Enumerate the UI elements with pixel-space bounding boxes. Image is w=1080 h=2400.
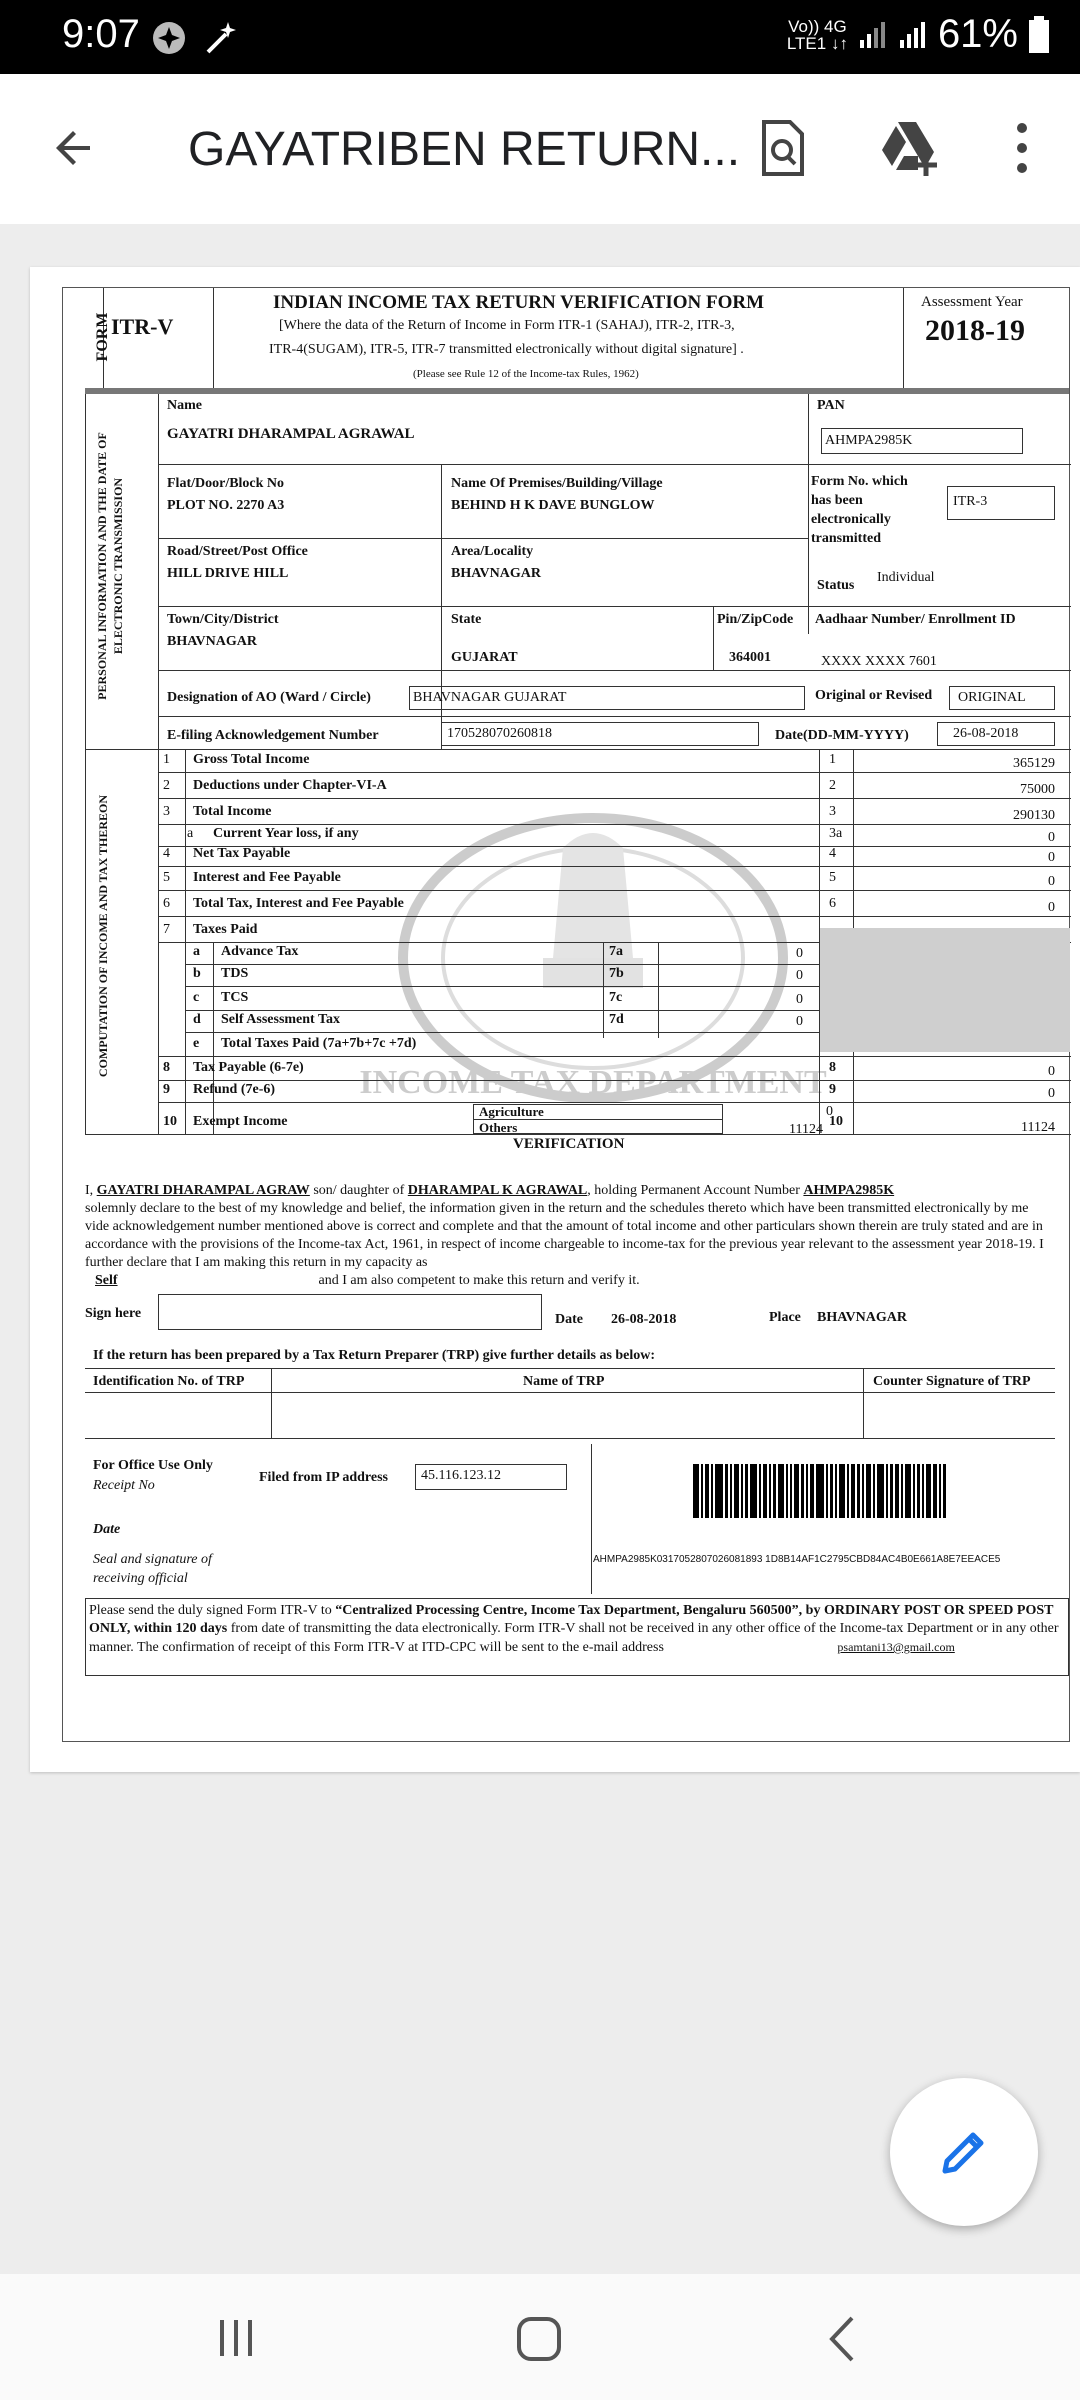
row-value: 11124 [1021, 1120, 1055, 1135]
ao-value: BHAVNAGAR GUJARAT [413, 690, 567, 705]
more-vert-icon[interactable] [1010, 118, 1034, 178]
row-ref: 4 [829, 846, 836, 861]
row-ref: 10 [829, 1114, 843, 1129]
edit-pencil-icon [937, 2125, 991, 2179]
app-notification-icon [150, 19, 188, 57]
form-title: INDIAN INCOME TAX RETURN VERIFICATION FORM [273, 292, 765, 313]
town-label: Town/City/District [167, 612, 279, 627]
row-label: Net Tax Payable [193, 846, 291, 861]
form-subtitle-3: (Please see Rule 12 of the Income-tax Rules, 1962) [413, 368, 639, 380]
watermark-text: INCOME TAX DEPARTMENT [359, 1064, 827, 1101]
row-ref: 6 [829, 896, 836, 911]
form-no-value: ITR-3 [953, 494, 988, 509]
row-value: 0 [1048, 1064, 1055, 1079]
row-number: 9 [163, 1082, 170, 1097]
sign-date: 26-08-2018 [611, 1312, 677, 1327]
tax-row-number: b [193, 966, 201, 981]
edit-button[interactable] [890, 2078, 1038, 2226]
row-label: Total Tax, Interest and Fee Payable [193, 896, 404, 911]
agri-value: 0 [826, 1104, 833, 1119]
flat-label: Flat/Door/Block No [167, 476, 285, 491]
verification-title: VERIFICATION [513, 1136, 625, 1152]
row-label: Refund (7e-6) [193, 1082, 276, 1097]
row-value: 365129 [1013, 756, 1055, 771]
barcode-text: AHMPA2985K0317052807026081893 1D8B14AF1C2795CBD84AC4B0E661A8E7EEACE5 [593, 1554, 1001, 1565]
row-ref: 5 [829, 870, 836, 885]
aadhaar-label: Aadhaar Number/ Enrollment ID [815, 612, 1016, 627]
orig-label: Original or Revised [815, 688, 933, 703]
road-label: Road/Street/Post Office [167, 544, 308, 559]
row-ref: 1 [829, 752, 836, 767]
ack-value: 170528070260818 [447, 726, 552, 741]
others-label: Others [479, 1120, 518, 1135]
back-arrow-icon[interactable] [50, 124, 98, 172]
recents-icon[interactable] [214, 2316, 258, 2360]
barcode [693, 1464, 948, 1518]
town-value: BHAVNAGAR [167, 634, 257, 649]
row-ref: 2 [829, 778, 836, 793]
form-subtitle-2: ITR-4(SUGAM), ITR-5, ITR-7 transmitted electronically without digital signature] . [269, 342, 744, 357]
tax-row-ref: 7b [609, 966, 624, 981]
receipt-label: Receipt No [93, 1478, 155, 1493]
tax-row-number: d [193, 1012, 201, 1027]
pdf-page [30, 267, 1080, 1772]
side-label-computation: COMPUTATION OF INCOME AND TAX THEREON [96, 794, 110, 1078]
battery-icon [1028, 16, 1050, 54]
row-value: 75000 [1020, 782, 1055, 797]
row-label: Interest and Fee Payable [193, 870, 341, 885]
area-label: Area/Locality [451, 544, 534, 559]
form-no-label: Form No. which has been electronically transmitted [811, 474, 908, 546]
tax-row-value: 0 [796, 992, 803, 1007]
state-label: State [451, 612, 482, 627]
form-subtitle-1: [Where the data of the Return of Income in Form ITR-1 (SAHAJ), ITR-2, ITR-3, [279, 318, 735, 333]
row-ref: 3 [829, 804, 836, 819]
tax-row-value: 0 [796, 1014, 803, 1029]
row-label: Gross Total Income [193, 752, 310, 767]
sign-date-label: Date [555, 1312, 583, 1327]
ao-label: Designation of AO (Ward / Circle) [167, 690, 371, 705]
row-label: Deductions under Chapter-VI-A [193, 778, 387, 793]
row-number: 8 [163, 1060, 170, 1075]
name-label: Name [167, 398, 202, 413]
date-value: 26-08-2018 [953, 726, 1019, 741]
agri-label: Agriculture [479, 1104, 544, 1119]
pan-label: PAN [817, 398, 845, 413]
form-name: ITR-V [111, 314, 174, 339]
row-ref: 3a [829, 826, 843, 841]
document-search-icon[interactable] [758, 118, 808, 178]
tax-row-ref: 7a [609, 944, 623, 959]
signal-icon-1 [858, 20, 888, 50]
flat-value: PLOT NO. 2270 A3 [167, 498, 285, 513]
row-number: 10 [163, 1114, 177, 1129]
office-date-label: Date [93, 1522, 121, 1537]
magic-wand-icon [200, 18, 240, 58]
tax-row-label: TCS [221, 990, 249, 1005]
row-label: Tax Payable (6-7e) [193, 1060, 304, 1075]
row-label: Exempt Income [193, 1114, 288, 1129]
orig-value: ORIGINAL [958, 690, 1026, 705]
tax-row-label: Advance Tax [221, 944, 299, 959]
ip-value: 45.116.123.12 [421, 1468, 501, 1483]
status-bar [0, 0, 1080, 74]
row-number: 5 [163, 870, 170, 885]
premises-value: BEHIND H K DAVE BUNGLOW [451, 498, 655, 513]
row-value: 290130 [1013, 808, 1055, 823]
itr-v-form [62, 287, 1070, 1742]
row-ref: 8 [829, 1060, 836, 1075]
pin-value: 364001 [729, 650, 771, 665]
row-label: Total Income [193, 804, 272, 819]
name-value: GAYATRI DHARAMPAL AGRAWAL [167, 426, 415, 442]
add-to-drive-icon[interactable] [878, 118, 942, 178]
row-number: 4 [163, 846, 170, 861]
place-value: BHAVNAGAR [817, 1310, 907, 1325]
nav-back-icon[interactable] [822, 2314, 862, 2364]
tax-row-value: 0 [796, 968, 803, 983]
trp-name-label: Name of TRP [523, 1374, 605, 1389]
trp-heading: If the return has been prepared by a Tax Return Preparer (TRP) give further details as below: [93, 1348, 656, 1363]
signal-icon-2 [898, 20, 928, 50]
row-value: 0 [1048, 830, 1055, 845]
home-icon[interactable] [514, 2314, 564, 2364]
tax-row-ref: 7d [609, 1012, 624, 1027]
row-label: Taxes Paid [193, 922, 258, 937]
app-bar [0, 74, 1080, 224]
tax-row-label: TDS [221, 966, 249, 981]
row-ref: 9 [829, 1082, 836, 1097]
side-label-personal: PERSONAL INFORMATION AND THE DATE OF ELECTRONIC TRANSMISSION [95, 432, 125, 700]
row-value: 0 [1048, 850, 1055, 865]
aadhaar-value: XXXX XXXX 7601 [821, 654, 937, 669]
trp-id-label: Identification No. of TRP [93, 1374, 245, 1389]
network-indicator: Vo)) 4G LTE1 ↓↑ [786, 16, 848, 53]
ip-label: Filed from IP address [259, 1470, 388, 1485]
row-value: 0 [1048, 874, 1055, 889]
pin-label: Pin/ZipCode [717, 612, 794, 627]
assessment-year-label: Assessment Year [921, 294, 1023, 310]
row-label: Total Taxes Paid (7a+7b+7c +7d) [221, 1036, 417, 1051]
form-label: FORM [94, 312, 111, 362]
pan-value: AHMPA2985K [825, 433, 913, 448]
status-label: Status [817, 578, 855, 593]
tax-row-number: a [193, 944, 200, 959]
document-title: GAYATRIBEN RETURN... [188, 123, 741, 176]
place-label: Place [769, 1310, 801, 1325]
premises-label: Name Of Premises/Building/Village [451, 476, 663, 491]
row-number: e [193, 1036, 200, 1051]
tax-row-number: c [193, 990, 200, 1005]
ack-label: E-filing Acknowledgement Number [167, 728, 379, 743]
row-number: 1 [163, 752, 170, 767]
road-value: HILL DRIVE HILL [167, 566, 289, 581]
shaded-area [820, 928, 1070, 1052]
area-value: BHAVNAGAR [451, 566, 541, 581]
office-use-label: For Office Use Only [93, 1458, 213, 1473]
tax-row-label: Self Assessment Tax [221, 1012, 341, 1027]
sign-label: Sign here [85, 1306, 142, 1321]
status-value: Individual [877, 570, 935, 585]
row-number: 7 [163, 922, 170, 937]
battery-percent: 61% [937, 12, 1018, 56]
tax-row-ref: 7c [609, 990, 623, 1005]
verification-text: I, GAYATRI DHARAMPAL AGRAW son/ daughter of DHARAMPAL K AGRAWAL, holding Permanent Account Number AHMPA2985K solemnly declare to the best of my knowledge and belief, the information given in the return and the schedules thereto which have been transmitted electronically by me vide acknowledgement number mentioned above is correct and complete and that the amount of total income and other particulars shown therein are truly stated and are in accordance with the provisions of the Income-tax Act, 1961, in respect of income chargeable to income-tax for the previous year relevant to the assessment year 2018-19. I further declare that I am making this return in my capacity as Self and I am also competent to make this return and verify it. [85, 1183, 1044, 1288]
row-label: Current Year loss, if any [213, 826, 359, 841]
trp-sign-label: Counter Signature of TRP [873, 1374, 1031, 1389]
state-value: GUJARAT [451, 650, 518, 665]
row-value: 0 [1048, 900, 1055, 915]
footer-instructions: Please send the duly signed Form ITR-V to “Centralized Processing Centre, Income Tax Department, Bengaluru 560500”, by ORDINARY POST OR SPEED POST ONLY, within 120 days from date of transmitting the data electronically. Form ITR-V shall not be received in any other office of the Income-tax Department or in any other manner. The confirmation of receipt of this Form ITR-V at ITD-CPC will be sent to the e-mail address psamtani13@gmail.com [89, 1603, 1059, 1655]
row-number: 6 [163, 896, 170, 911]
row-value: 0 [1048, 1086, 1055, 1101]
others-value: 11124 [789, 1122, 823, 1137]
date-label: Date(DD-MM-YYYY) [775, 728, 909, 743]
navigation-bar [0, 2274, 1080, 2400]
status-time: 9:07 [62, 12, 140, 56]
row-number: a [187, 826, 194, 841]
assessment-year: 2018-19 [925, 314, 1025, 347]
signature-box [158, 1294, 542, 1330]
row-number: 2 [163, 778, 170, 793]
tax-row-value: 0 [796, 946, 803, 961]
row-number: 3 [163, 804, 170, 819]
seal-label: Seal and signature of receiving official [93, 1552, 212, 1586]
email-value: psamtani13@gmail.com [837, 1640, 955, 1654]
